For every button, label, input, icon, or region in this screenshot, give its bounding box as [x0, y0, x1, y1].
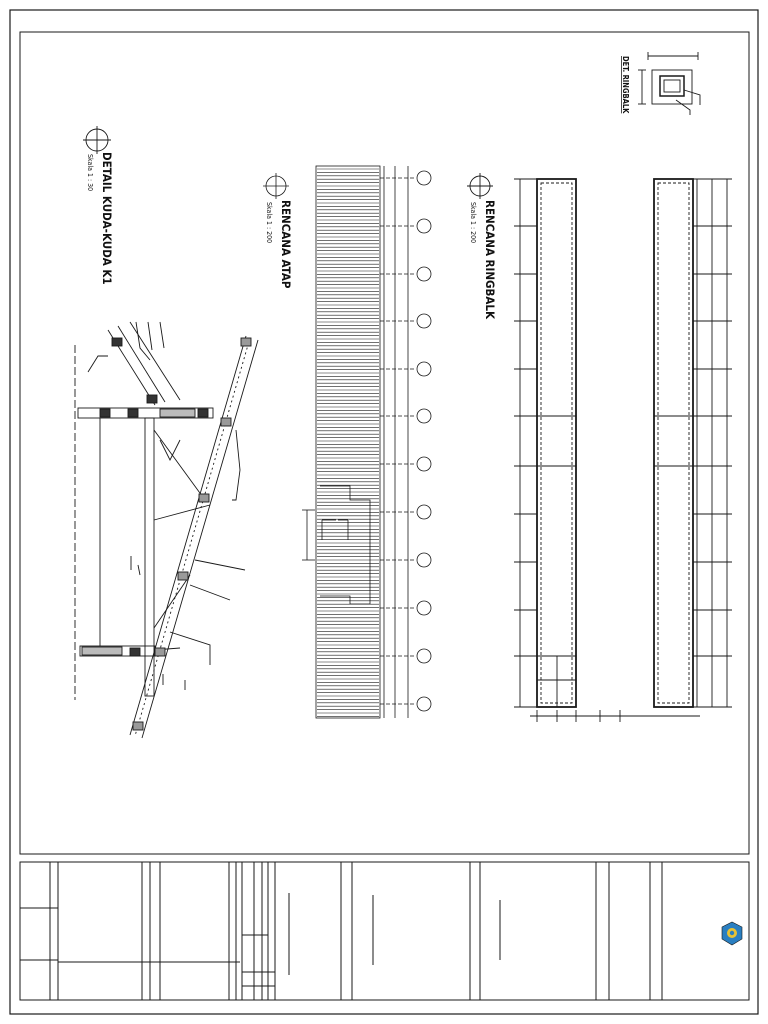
grid-axis-marker	[417, 171, 431, 185]
ring-beam-plan-title: RENCANA RINGBALK	[483, 200, 497, 320]
ring-beam-plan-drawing	[467, 173, 732, 722]
ring-beam-plan-scale: Skala 1 : 200	[469, 202, 477, 244]
truss-detail-title: DETAIL KUDA-KUDA K1	[100, 152, 114, 285]
grid-axis-marker	[417, 362, 431, 376]
truss-detail-scale: Skala 1 : 30	[86, 154, 94, 192]
grid-axis-marker	[417, 601, 431, 615]
grid-axis-marker	[417, 267, 431, 281]
grid-axis-marker	[417, 219, 431, 233]
grid-axis-marker	[417, 314, 431, 328]
grid-axis-marker	[417, 553, 431, 567]
grid-axis-marker	[417, 457, 431, 471]
title-block	[20, 862, 749, 1000]
roof-plan-title: RENCANA ATAP	[279, 200, 293, 289]
roof-plan-scale: Skala 1 : 200	[265, 202, 273, 244]
regional-emblem-icon	[722, 922, 742, 945]
grid-axis-marker	[417, 649, 431, 663]
grid-axis-marker	[417, 697, 431, 711]
ring-beam-detail-drawing	[638, 52, 700, 115]
grid-axis-marker	[417, 505, 431, 519]
grid-axis-marker	[417, 409, 431, 423]
drawing-frame	[20, 32, 749, 854]
ring-beam-detail-title: DET. RINGBALK	[621, 56, 630, 114]
